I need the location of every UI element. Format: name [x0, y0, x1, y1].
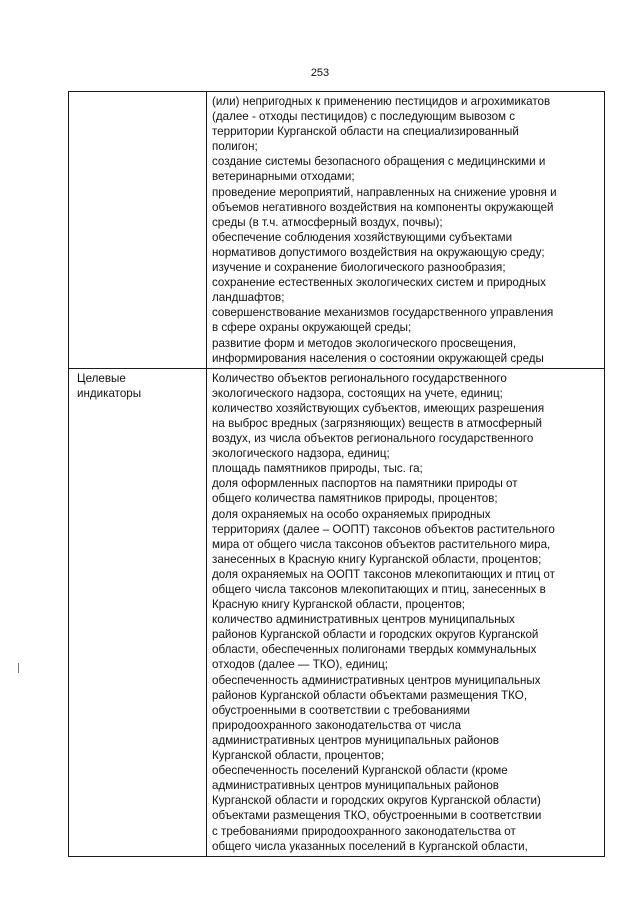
text-line: Красную книгу Курганской области, процентов;	[212, 598, 465, 612]
text-line: (или) непригодных к применению пестицидов и агрохимикатов	[212, 95, 551, 108]
table-row	[69, 368, 605, 856]
document-table	[68, 91, 605, 857]
text-line: мира от общего числа таксонов объектов растительного мира,	[212, 537, 551, 551]
text-line: экологического надзора, единиц;	[212, 447, 390, 461]
text-line: объемов негативного воздействия на компоненты окружающей	[212, 200, 554, 214]
text-line: площадь памятников природы, тыс. га;	[212, 462, 423, 476]
scan-mark	[18, 663, 19, 673]
text-line: районов Курганской области объектами размещения ТКО,	[212, 688, 528, 702]
text-line: экологического надзора, состоящих на учете, единиц;	[212, 386, 503, 400]
text-line: среды (в т.ч. атмосферный воздух, почвы);	[212, 215, 443, 229]
text-line: административных центров муниципальных районов	[212, 733, 499, 747]
text-line: природоохранного законодательства от числа	[212, 718, 462, 732]
text-line: количество административных центров муниципальных	[212, 613, 515, 627]
text-line: общего числа таксонов млекопитающих и птиц, занесенных в	[212, 583, 546, 596]
text-line: районов Курганской области и городских округов Курганской	[212, 628, 539, 642]
text-line: воздух, из числа объектов регионального государственного	[212, 432, 534, 446]
text-line: в сфере охраны окружающей среды;	[212, 321, 412, 335]
text-line: доля охраняемых на ООПТ таксонов млекопитающих и птиц от	[212, 567, 555, 581]
text-line: обеспеченность поселений Курганской области (кроме	[212, 764, 508, 778]
row-label-cell	[69, 92, 207, 369]
text-line: совершенствование механизмов государственного управления	[212, 306, 554, 320]
text-line: Курганской области, процентов;	[212, 749, 385, 763]
text-line: полигон;	[212, 140, 258, 154]
text-line: с требованиями природоохранного законодательства от	[212, 824, 516, 838]
text-line: количество хозяйствующих субъектов, имеющих разрешения	[212, 401, 545, 415]
text-line: Курганской области и городских округов Курганской области)	[212, 794, 541, 808]
text-line: административных центров муниципальных районов	[212, 779, 499, 793]
text-line: доля оформленных паспортов на памятники природы от	[212, 477, 518, 491]
text-line: проведение мероприятий, направленных на снижение уровня и	[212, 185, 557, 199]
text-line: ветеринарными отходами;	[212, 170, 355, 184]
text-line: обеспеченность административных центров муниципальных	[212, 673, 541, 687]
text-line: занесенных в Красную книгу Курганской области, процентов;	[212, 552, 542, 566]
text-line: нормативов допустимого воздействия на окружающую среду;	[212, 245, 545, 259]
row-label-line: индикаторы	[77, 386, 142, 400]
text-line: территориях (далее – ООПТ) таксонов объектов растительного	[212, 522, 555, 536]
text-line: доля охраняемых на особо охраняемых природных	[212, 507, 491, 521]
row-label-cell	[69, 368, 207, 856]
text-line: территории Курганской области на специализированный	[212, 125, 519, 139]
text-line: развитие форм и методов экологического просвещения,	[212, 336, 517, 350]
text-line: сохранение естественных экологических систем и природных	[212, 276, 546, 290]
table-row	[69, 92, 605, 369]
row-content-cell	[207, 368, 605, 856]
text-line: информирования населения о состоянии окружающей среды	[212, 351, 544, 365]
text-line: объектами размещения ТКО, обустроенными в соответствии	[212, 809, 542, 823]
text-line: обеспечение соблюдения хозяйствующими субъектами	[212, 230, 513, 244]
page-number: 253	[310, 67, 330, 79]
text-line: на выброс вредных (загрязняющих) веществ в атмосферный	[212, 416, 543, 430]
row-content-cell	[207, 92, 605, 369]
text-line: (далее - отходы пестицидов) с последующим вывозом с	[212, 110, 516, 124]
text-line: общего количества памятников природы, процентов;	[212, 492, 498, 506]
text-line: обустроенными в соответствии с требованиями	[212, 703, 470, 717]
text-line: общего числа указанных поселений в Курганской области,	[212, 839, 528, 853]
row-label-line: Целевые	[77, 371, 126, 385]
text-line: создание системы безопасного обращения с медицинскими и	[212, 155, 546, 169]
text-line: области, обеспеченных полигонами твердых коммунальных	[212, 643, 537, 657]
text-line: Количество объектов регионального государственного	[212, 371, 507, 385]
text-line: отходов (далее — ТКО), единиц;	[212, 658, 388, 672]
text-line: изучение и сохранение биологического разнообразия;	[212, 261, 506, 275]
text-line: ландшафтов;	[212, 291, 285, 305]
